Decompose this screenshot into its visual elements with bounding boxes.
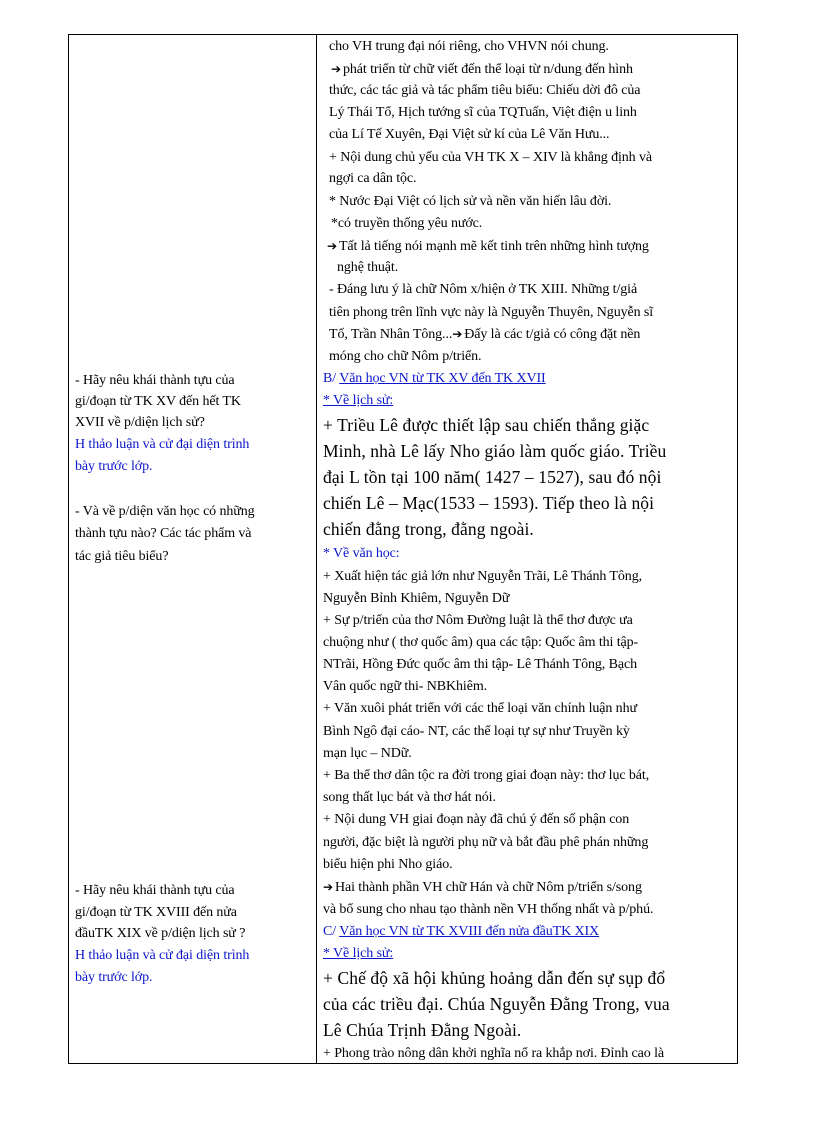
q3-line: đầuTK XIX về p/diện lịch sử ? <box>75 926 246 941</box>
arrow-filled-icon: ➔ <box>327 239 337 253</box>
arrow-icon: ➔ <box>331 62 341 76</box>
section-c-history-label: * Về lịch sử: <box>323 946 394 961</box>
content-line: ngợi ca dân tộc. <box>329 171 417 186</box>
section-c-history-line: Lê Chúa Trịnh Đằng Ngoài. <box>323 1020 522 1040</box>
q1-line: gi/đoạn từ TK XV đến hết TK <box>75 394 241 409</box>
q2-line: - Và về p/diện văn học có những <box>75 504 255 519</box>
content-column <box>317 35 737 1063</box>
q2-line: thành tựu nào? Các tác phẩm và <box>75 526 252 541</box>
section-b-history-line: đại L tồn tại 100 năm( 1427 – 1527), sau đó nội <box>323 467 662 487</box>
arrow-filled-icon: ➔ <box>323 880 333 894</box>
content-line: Tố, Trần Nhân Tông...➔ Đấy là các t/giả có công đặt nền <box>329 327 641 342</box>
section-b-history-line: chiến Lê – Mạc(1533 – 1593). Tiếp theo là nội <box>323 493 655 513</box>
q2-line: tác giả tiêu biểu? <box>75 549 169 564</box>
content-line: tiên phong trên lĩnh vực này là Nguyễn Thuyên, Nguyễn sĩ <box>329 305 654 320</box>
section-c-history-line: + Chế độ xã hội khủng hoảng dẫn đến sự sụp đổ <box>323 968 666 988</box>
section-b-literature-line: + Ba thể thơ dân tộc ra đời trong giai đoạn này: thơ lục bát, <box>323 768 650 783</box>
section-b-history-line: Minh, nhà Lê lấy Nho giáo làm quốc giáo. Triều <box>323 441 667 461</box>
section-c-history-line: + Phong trào nông dân khởi nghĩa nổ ra khắp nơi. Đỉnh cao là <box>323 1046 664 1061</box>
section-b-literature-line: biểu hiện phi Nho giáo. <box>323 857 453 872</box>
section-b-literature-line: Vân quốc ngữ thi- NBKhiêm. <box>323 679 488 694</box>
content-line: Lý Thái Tổ, Hịch tướng sĩ của TQTuấn, Việt điện u linh <box>329 105 637 120</box>
content-line: + Nội dung chủ yếu của VH TK X – XIV là khẳng định và <box>329 150 652 165</box>
section-b-literature-line: ➔ Hai thành phần VH chữ Hán và chữ Nôm p/triển s/song <box>323 880 642 895</box>
section-b-literature-line: + Xuất hiện tác giả lớn như Nguyễn Trãi, Lê Thánh Tông, <box>323 569 642 584</box>
content-line: nghệ thuật. <box>337 260 399 275</box>
arrow-icon: ➔ <box>452 327 463 341</box>
section-b-literature-line: Bình Ngô đại cáo- NT, các thể loại tự sự như Truyền kỳ <box>323 724 630 739</box>
q3-line: - Hãy nêu khái thành tựu của <box>75 883 235 898</box>
q3-instruction-line: H thảo luận và cử đại diện trình <box>75 948 250 963</box>
q1-instruction-line: H thảo luận và cử đại diện trình <box>75 437 250 452</box>
q1-instruction-line: bày trước lớp. <box>75 459 153 474</box>
section-b-literature-line: mạn lục – NDữ. <box>323 746 412 761</box>
q3-instruction-line: bày trước lớp. <box>75 970 153 985</box>
q1-line: XVII về p/diện lịch sử? <box>75 415 205 430</box>
section-b-history-line: chiến đằng trong, đằng ngoài. <box>323 519 534 539</box>
section-b-literature-line: và bổ sung cho nhau tạo thành nền VH thống nhất và p/phú. <box>323 902 654 917</box>
section-b-literature-line: NTrãi, Hồng Đức quốc âm thi tập- Lê Thánh Tông, Bạch <box>323 657 637 672</box>
content-line: *có truyền thống yêu nước. <box>331 216 483 231</box>
content-line: ➔ phát triển từ chữ viết đến thể loại từ n/dung đến hình <box>331 62 633 77</box>
content-line: của Lí Tế Xuyên, Đại Việt sử kí của Lê Văn Hưu... <box>329 127 610 142</box>
section-b-literature-label: * Về văn học: <box>323 546 400 561</box>
lesson-table <box>68 34 738 1064</box>
section-c-heading: C/ Văn học VN từ TK XVIII đến nửa đầuTK XIX <box>323 924 600 939</box>
q1-line: - Hãy nêu khái thành tựu của <box>75 373 235 388</box>
section-b-literature-line: + Nội dung VH giai đoạn này đã chú ý đến số phận con <box>323 812 630 827</box>
content-line: móng cho chữ Nôm p/triển. <box>329 349 482 364</box>
section-b-literature-line: người, đặc biệt là người phụ nữ và bắt đầu phê phán những <box>323 835 649 850</box>
content-line: * Nước Đại Việt có lịch sử và nền văn hiến lâu đời. <box>329 194 612 209</box>
section-b-history-line: + Triều Lê được thiết lập sau chiến thắng giặc <box>323 415 650 435</box>
section-b-literature-line: chuộng như ( thơ quốc âm) qua các tập: Quốc âm thi tập- <box>323 635 639 650</box>
activities-column <box>69 35 316 1063</box>
section-b-literature-line: + Văn xuôi phát triển với các thể loại văn chính luận như <box>323 701 637 716</box>
content-line: cho VH trung đại nói riêng, cho VHVN nói chung. <box>329 39 609 54</box>
q3-line: gi/đoạn từ TK XVIII đến nửa <box>75 905 237 920</box>
content-line: thức, các tác giả và tác phẩm tiêu biểu: Chiếu dời đô của <box>329 83 641 98</box>
section-b-literature-line: Nguyễn Bỉnh Khiêm, Nguyễn Dữ <box>323 591 510 606</box>
section-b-history-label: * Về lịch sử: <box>323 393 394 408</box>
content-line: ➔ Tất lả tiếng nói mạnh mẽ kết tinh trên những hình tượng <box>327 239 649 254</box>
content-line: - Đáng lưu ý là chữ Nôm x/hiện ở TK XIII. Những t/giả <box>329 282 638 297</box>
section-b-literature-line: + Sự p/triển của thơ Nôm Đường luật là thể thơ được ưa <box>323 613 633 628</box>
section-c-history-line: của các triều đại. Chúa Nguyễn Đằng Trong, vua <box>323 994 670 1014</box>
section-b-literature-line: song thất lục bát và thơ hát nói. <box>323 790 496 805</box>
section-b-heading: B/ Văn học VN từ TK XV đến TK XVII <box>323 371 546 386</box>
